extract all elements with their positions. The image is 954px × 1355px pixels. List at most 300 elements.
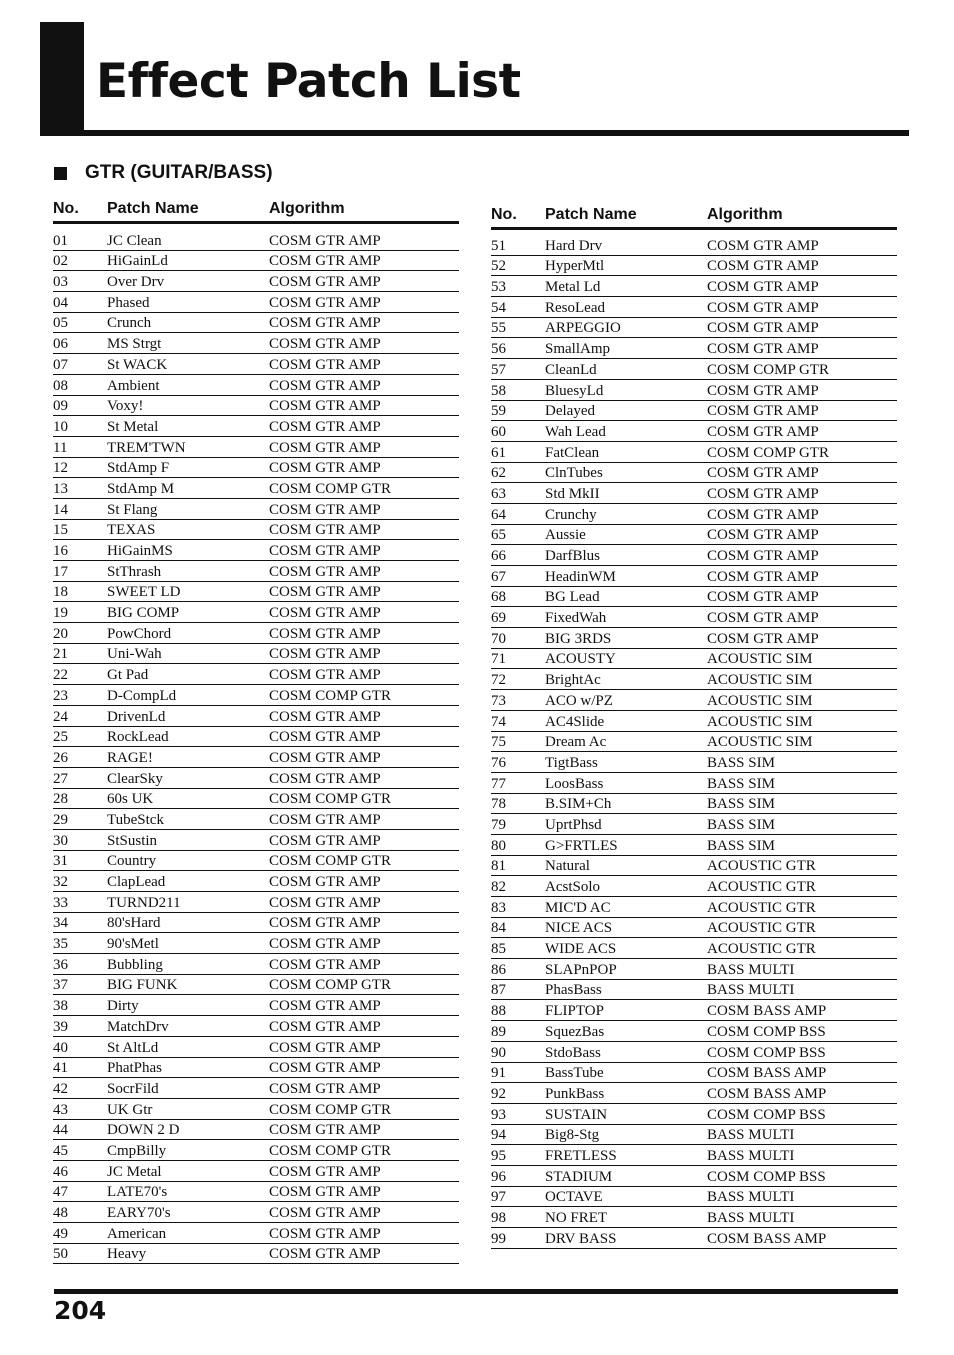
table-row	[491, 545, 897, 566]
table-row	[53, 230, 459, 251]
patch-name: RockLead	[107, 729, 169, 746]
patch-number: 08	[53, 377, 68, 394]
patch-number: 24	[53, 708, 68, 725]
patch-number: 30	[53, 832, 68, 849]
patch-algorithm: COSM GTR AMP	[707, 589, 819, 606]
patch-number: 45	[53, 1142, 68, 1159]
patch-number: 21	[53, 646, 68, 663]
patch-name: BluesyLd	[545, 382, 604, 399]
patch-name: Std MkII	[545, 485, 600, 502]
table-row	[491, 297, 897, 318]
patch-name: DarfBlus	[545, 548, 600, 564]
patch-number: 35	[53, 936, 68, 953]
patch-number: 58	[491, 382, 506, 399]
table-row	[491, 1042, 897, 1063]
patch-name: G>FRTLES	[545, 837, 618, 854]
patch-name: SquezBas	[545, 1023, 605, 1040]
patch-algorithm: COSM GTR AMP	[269, 294, 381, 311]
patch-number: 44	[53, 1122, 68, 1139]
patch-algorithm: COSM COMP GTR	[269, 853, 391, 870]
table-row	[53, 1016, 459, 1037]
patch-number: 01	[53, 232, 68, 249]
table-row	[53, 499, 459, 520]
patch-name: LATE70's	[107, 1184, 168, 1201]
patch-name: SWEET LD	[107, 584, 181, 601]
patch-algorithm: COSM GTR AMP	[707, 630, 819, 647]
table-row	[491, 338, 897, 359]
table-row	[491, 380, 897, 401]
patch-number: 73	[491, 692, 506, 709]
patch-number: 79	[491, 816, 506, 833]
patch-algorithm: COSM GTR AMP	[269, 605, 381, 622]
patch-algorithm: COSM COMP GTR	[707, 444, 829, 461]
patch-name: Crunch	[107, 315, 152, 332]
table-row	[491, 1000, 897, 1021]
patch-algorithm: COSM GTR AMP	[269, 1225, 381, 1242]
patch-algorithm: COSM GTR AMP	[269, 936, 381, 953]
patch-algorithm: ACOUSTIC SIM	[707, 734, 813, 751]
patch-name: Wah Lead	[545, 423, 606, 440]
patch-name: StdoBass	[545, 1044, 601, 1061]
table-row	[53, 1223, 459, 1244]
patch-algorithm: COSM COMP GTR	[269, 791, 391, 808]
patch-number: 75	[491, 734, 506, 751]
patch-algorithm: BASS SIM	[707, 837, 775, 854]
patch-number: 86	[491, 961, 506, 978]
patch-name: MatchDrv	[107, 1018, 169, 1035]
patch-algorithm: COSM COMP BSS	[707, 1106, 826, 1123]
patch-algorithm: ACOUSTIC SIM	[707, 651, 813, 668]
table-row	[491, 856, 897, 877]
patch-table-left	[53, 196, 459, 1264]
patch-name: LoosBass	[545, 775, 604, 792]
patch-number: 10	[53, 418, 68, 435]
patch-name: ClnTubes	[545, 465, 603, 482]
patch-name: CleanLd	[545, 361, 597, 378]
patch-algorithm: COSM GTR AMP	[269, 460, 381, 477]
table-row	[53, 416, 459, 437]
patch-number: 60	[491, 423, 506, 440]
table-rows	[53, 230, 459, 1264]
table-row	[491, 752, 897, 773]
patch-algorithm: BASS SIM	[707, 796, 775, 813]
patch-algorithm: COSM GTR AMP	[269, 729, 381, 746]
patch-number: 88	[491, 1003, 506, 1020]
patch-number: 74	[491, 713, 506, 730]
patch-name: Metal Ld	[545, 279, 601, 296]
patch-number: 25	[53, 729, 68, 746]
table-row	[53, 561, 459, 582]
patch-number: 57	[491, 361, 506, 378]
patch-algorithm: BASS MULTI	[707, 961, 795, 978]
patch-algorithm: COSM GTR AMP	[269, 915, 381, 932]
patch-name: Voxy!	[107, 398, 144, 415]
patch-algorithm: COSM COMP GTR	[707, 361, 829, 378]
table-row	[491, 732, 897, 753]
patch-number: 26	[53, 749, 68, 766]
patch-algorithm: COSM GTR AMP	[269, 501, 381, 518]
patch-algorithm: COSM GTR AMP	[707, 610, 819, 627]
table-row	[53, 396, 459, 417]
patch-name: B.SIM+Ch	[545, 796, 612, 813]
patch-number: 71	[491, 651, 506, 668]
patch-number: 93	[491, 1106, 506, 1123]
table-row	[53, 1244, 459, 1265]
patch-algorithm: COSM GTR AMP	[269, 894, 381, 911]
patch-name: HyperMtl	[545, 258, 605, 275]
patch-number: 38	[53, 998, 68, 1015]
patch-name: Delayed	[545, 403, 595, 420]
table-row	[491, 235, 897, 256]
table-row	[53, 830, 459, 851]
patch-algorithm: COSM COMP GTR	[269, 1142, 391, 1159]
patch-algorithm: COSM GTR AMP	[269, 1039, 381, 1056]
patch-algorithm: BASS SIM	[707, 775, 775, 792]
patch-number: 91	[491, 1065, 506, 1082]
table-row	[491, 359, 897, 380]
table-row	[53, 747, 459, 768]
patch-number: 51	[491, 237, 506, 254]
patch-algorithm: COSM GTR AMP	[269, 1205, 381, 1221]
patch-number: 02	[53, 253, 68, 270]
patch-algorithm: ACOUSTIC GTR	[707, 879, 816, 895]
patch-algorithm: COSM GTR AMP	[707, 465, 819, 482]
patch-number: 64	[491, 506, 506, 523]
table-row	[491, 897, 897, 918]
patch-number: 42	[53, 1080, 68, 1097]
patch-name: SmallAmp	[545, 341, 611, 358]
patch-algorithm: BASS MULTI	[707, 1147, 795, 1164]
patch-algorithm: COSM GTR AMP	[707, 382, 819, 399]
patch-name: St Metal	[107, 418, 159, 435]
table-row	[53, 871, 459, 892]
patch-algorithm: COSM GTR AMP	[707, 237, 819, 254]
patch-number: 47	[53, 1184, 68, 1201]
patch-algorithm: COSM GTR AMP	[707, 548, 819, 564]
patch-name: Hard Drv	[545, 237, 603, 254]
table-row	[491, 1145, 897, 1166]
patch-algorithm: COSM COMP BSS	[707, 1168, 826, 1185]
patch-algorithm: COSM COMP GTR	[269, 687, 391, 704]
patch-number: 85	[491, 941, 506, 958]
footer-rule	[54, 1289, 898, 1294]
patch-number: 06	[53, 336, 68, 353]
table-row	[491, 1166, 897, 1187]
patch-name: DOWN 2 D	[107, 1122, 180, 1139]
patch-number: 95	[491, 1147, 506, 1164]
patch-algorithm: COSM GTR AMP	[707, 299, 819, 316]
table-row	[53, 933, 459, 954]
patch-name: Over Drv	[107, 274, 165, 291]
patch-number: 59	[491, 403, 506, 420]
patch-name: StThrash	[107, 563, 162, 580]
table-row	[53, 954, 459, 975]
patch-number: 70	[491, 630, 506, 647]
table-row	[491, 463, 897, 484]
patch-number: 69	[491, 610, 506, 627]
table-row	[491, 318, 897, 339]
table-row	[53, 292, 459, 313]
patch-name: HiGainMS	[107, 543, 173, 559]
patch-name: 60s UK	[107, 791, 154, 808]
patch-algorithm: COSM GTR AMP	[269, 956, 381, 973]
patch-algorithm: COSM GTR AMP	[269, 1122, 381, 1139]
patch-algorithm: BASS MULTI	[707, 982, 795, 999]
patch-name: UK Gtr	[107, 1101, 153, 1118]
patch-name: TEXAS	[107, 522, 156, 539]
patch-number: 63	[491, 485, 506, 502]
table-row	[53, 851, 459, 872]
table-row	[53, 1182, 459, 1203]
table-row	[53, 1140, 459, 1161]
patch-number: 41	[53, 1060, 68, 1077]
patch-algorithm: COSM GTR AMP	[707, 485, 819, 502]
table-row	[53, 809, 459, 830]
patch-name: Big8-Stg	[545, 1127, 600, 1144]
patch-algorithm: COSM GTR AMP	[707, 403, 819, 420]
patch-algorithm: COSM GTR AMP	[269, 253, 381, 270]
patch-number: 03	[53, 274, 68, 291]
patch-number: 67	[491, 568, 506, 585]
table-row	[53, 789, 459, 810]
table-row	[491, 256, 897, 277]
patch-name: BIG FUNK	[107, 977, 178, 994]
table-row	[53, 520, 459, 541]
patch-name: STADIUM	[545, 1168, 613, 1185]
patch-name: ACOUSTY	[545, 651, 616, 668]
patch-name: WIDE ACS	[545, 941, 617, 958]
patch-name: ResoLead	[545, 299, 605, 316]
patch-number: 97	[491, 1189, 506, 1206]
table-row	[53, 1120, 459, 1141]
table-row	[53, 1099, 459, 1120]
table-row	[491, 959, 897, 980]
patch-algorithm: COSM GTR AMP	[269, 522, 381, 539]
patch-algorithm: COSM GTR AMP	[269, 1163, 381, 1180]
patch-name: PhatPhas	[107, 1060, 163, 1077]
table-row	[491, 587, 897, 608]
patch-name: DRV BASS	[545, 1230, 617, 1247]
patch-name: JC Metal	[107, 1163, 162, 1180]
table-row	[53, 623, 459, 644]
patch-number: 90	[491, 1044, 506, 1061]
patch-number: 11	[53, 439, 68, 456]
patch-name: St Flang	[107, 501, 158, 518]
patch-number: 89	[491, 1023, 506, 1040]
table-row	[53, 644, 459, 665]
table-row	[53, 1078, 459, 1099]
patch-name: 90'sMetl	[107, 936, 159, 953]
patch-number: 12	[53, 460, 68, 477]
patch-name: ClapLead	[107, 874, 166, 890]
patch-algorithm: BASS SIM	[707, 816, 775, 833]
patch-number: 68	[491, 589, 506, 606]
patch-number: 29	[53, 811, 68, 828]
patch-number: 18	[53, 584, 68, 601]
table-row	[491, 607, 897, 628]
patch-number: 66	[491, 548, 506, 564]
patch-number: 96	[491, 1168, 506, 1185]
patch-number: 39	[53, 1018, 68, 1035]
patch-number: 77	[491, 775, 506, 792]
patch-number: 92	[491, 1085, 506, 1102]
patch-name: Heavy	[107, 1246, 147, 1263]
table-row	[53, 913, 459, 934]
patch-algorithm: COSM GTR AMP	[269, 584, 381, 601]
patch-name: American	[107, 1225, 167, 1242]
patch-name: BG Lead	[545, 589, 600, 606]
table-row	[491, 980, 897, 1001]
patch-algorithm: ACOUSTIC GTR	[707, 858, 816, 875]
table-row	[491, 876, 897, 897]
patch-number: 19	[53, 605, 68, 622]
patch-number: 72	[491, 672, 506, 689]
patch-name: Gt Pad	[107, 667, 149, 684]
patch-algorithm: COSM GTR AMP	[269, 336, 381, 353]
patch-name: CmpBilly	[107, 1142, 167, 1159]
table-row	[53, 354, 459, 375]
patch-algorithm: BASS MULTI	[707, 1189, 795, 1206]
patch-number: 78	[491, 796, 506, 813]
patch-algorithm: COSM GTR AMP	[707, 423, 819, 440]
patch-number: 98	[491, 1210, 506, 1226]
patch-number: 05	[53, 315, 68, 332]
patch-name: ClearSky	[107, 770, 163, 787]
patch-number: 52	[491, 258, 506, 275]
patch-name: PhasBass	[545, 982, 602, 999]
patch-name: TigtBass	[545, 754, 598, 771]
header-patch-name: Patch Name	[545, 206, 637, 223]
patch-name: UprtPhsd	[545, 816, 602, 833]
table-row	[491, 669, 897, 690]
patch-number: 20	[53, 625, 68, 642]
table-row	[491, 628, 897, 649]
patch-name: StdAmp M	[107, 480, 175, 497]
section-heading-label: GTR (GUITAR/BASS)	[85, 162, 273, 183]
patch-number: 46	[53, 1163, 68, 1180]
patch-algorithm: COSM GTR AMP	[269, 708, 381, 725]
patch-number: 04	[53, 294, 68, 311]
page-number: 204	[54, 1296, 107, 1325]
table-row	[491, 566, 897, 587]
patch-name: BassTube	[545, 1065, 604, 1082]
patch-name: MIC'D AC	[545, 899, 611, 916]
table-row	[491, 525, 897, 546]
patch-number: 62	[491, 465, 506, 482]
patch-name: BrightAc	[545, 672, 601, 689]
patch-algorithm: COSM BASS AMP	[707, 1065, 827, 1082]
patch-name: BIG 3RDS	[545, 630, 612, 647]
table-row	[53, 540, 459, 561]
patch-name: FatClean	[545, 444, 600, 461]
patch-number: 65	[491, 527, 506, 544]
table-row	[53, 333, 459, 354]
square-bullet-icon	[54, 167, 67, 180]
table-header	[53, 196, 459, 224]
header-algorithm: Algorithm	[707, 206, 783, 223]
patch-algorithm: COSM GTR AMP	[707, 527, 819, 544]
patch-number: 22	[53, 667, 68, 684]
patch-name: Natural	[545, 858, 590, 875]
patch-algorithm: COSM GTR AMP	[707, 258, 819, 275]
table-row	[53, 1161, 459, 1182]
patch-algorithm: COSM GTR AMP	[269, 874, 381, 890]
patch-name: NICE ACS	[545, 920, 613, 937]
header-no: No.	[491, 206, 517, 223]
table-row	[491, 483, 897, 504]
patch-name: SUSTAIN	[545, 1106, 608, 1123]
patch-algorithm: COSM GTR AMP	[269, 356, 381, 373]
patch-number: 50	[53, 1246, 68, 1263]
patch-algorithm: COSM GTR AMP	[269, 232, 381, 249]
table-row	[491, 1207, 897, 1228]
table-rows	[491, 235, 897, 1249]
table-row	[491, 1021, 897, 1042]
patch-algorithm: COSM GTR AMP	[269, 770, 381, 787]
patch-number: 99	[491, 1230, 506, 1247]
patch-name: Aussie	[545, 527, 586, 544]
table-row	[491, 421, 897, 442]
patch-name: FixedWah	[545, 610, 607, 627]
patch-name: Dream Ac	[545, 734, 607, 751]
patch-number: 56	[491, 341, 506, 358]
patch-name: HiGainLd	[107, 253, 168, 270]
patch-number: 13	[53, 480, 68, 497]
patch-algorithm: COSM GTR AMP	[269, 1080, 381, 1097]
patch-name: JC Clean	[107, 232, 162, 249]
patch-number: 43	[53, 1101, 68, 1118]
patch-number: 23	[53, 687, 68, 704]
patch-name: ACO w/PZ	[545, 692, 613, 709]
table-row	[491, 401, 897, 422]
patch-number: 80	[491, 837, 506, 854]
patch-algorithm: COSM GTR AMP	[269, 646, 381, 663]
patch-table-right	[491, 201, 897, 1249]
patch-algorithm: COSM GTR AMP	[269, 377, 381, 394]
table-row	[53, 602, 459, 623]
patch-number: 48	[53, 1205, 68, 1221]
table-row	[491, 794, 897, 815]
patch-number: 87	[491, 982, 506, 999]
table-row	[491, 773, 897, 794]
patch-name: TREM'TWN	[107, 439, 186, 456]
patch-name: FRETLESS	[545, 1147, 617, 1164]
table-row	[491, 835, 897, 856]
header-patch-name: Patch Name	[107, 200, 199, 217]
patch-name: Ambient	[107, 377, 160, 394]
table-row	[491, 711, 897, 732]
patch-algorithm: COSM COMP BSS	[707, 1044, 826, 1061]
table-row	[491, 649, 897, 670]
title-bar-block	[40, 22, 84, 134]
table-row	[53, 375, 459, 396]
title-rule	[40, 130, 909, 136]
patch-algorithm: COSM GTR AMP	[269, 398, 381, 415]
patch-algorithm: COSM GTR AMP	[269, 1246, 381, 1263]
patch-number: 16	[53, 543, 68, 559]
table-row	[491, 918, 897, 939]
patch-algorithm: COSM GTR AMP	[269, 832, 381, 849]
table-row	[53, 458, 459, 479]
table-row	[491, 1187, 897, 1208]
table-row	[491, 938, 897, 959]
patch-number: 09	[53, 398, 68, 415]
patch-name: DrivenLd	[107, 708, 166, 725]
patch-number: 84	[491, 920, 506, 937]
patch-name: St WACK	[107, 356, 168, 373]
header-algorithm: Algorithm	[269, 200, 345, 217]
patch-number: 94	[491, 1127, 506, 1144]
